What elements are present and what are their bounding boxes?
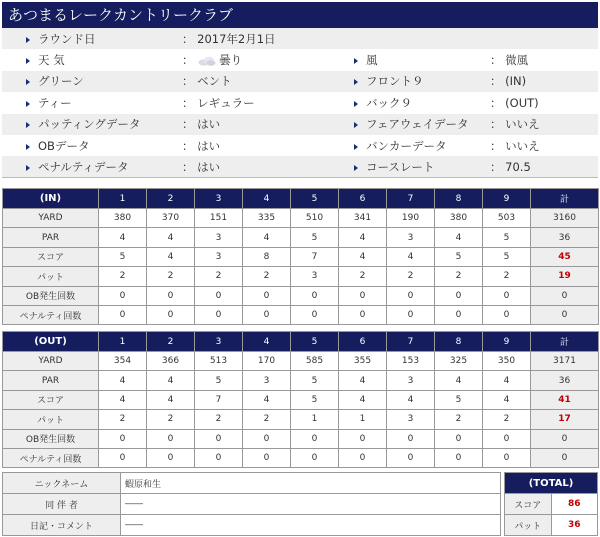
info-value-2: ： (OUT) [490,92,598,113]
info-label-2: バンカーデータ [366,135,490,156]
hole-cell: 2 [99,267,147,286]
hole-cell: 151 [195,209,243,228]
hole-cell: 3 [195,247,243,266]
info-label-2: フェアウェイデータ [366,114,490,135]
hole-cell: 5 [99,247,147,266]
hole-cell: 2 [435,410,483,429]
table-row [3,286,599,305]
hole-cell: 2 [147,410,195,429]
row-total: 17 [531,410,599,429]
hole-cell: 4 [339,247,387,266]
hole-cell: 0 [99,305,147,324]
hole-cell: 0 [483,305,531,324]
hole-number: 1 [99,189,147,209]
hole-cell: 5 [483,228,531,247]
hole-cell: 0 [483,448,531,467]
hole-cell: 380 [435,209,483,228]
diary-label: 日記・コメント [3,515,121,536]
hole-cell: 0 [387,305,435,324]
hole-cell: 4 [483,390,531,409]
arrow-icon [2,114,38,135]
info-label: ラウンド日 [38,28,182,49]
hole-number: 4 [243,332,291,352]
table-row [3,228,599,247]
info-value-2: ： 微風 [490,49,598,70]
hole-cell: 0 [291,448,339,467]
row-label: YARD [3,209,99,228]
info-row [2,92,598,113]
hole-cell: 2 [483,410,531,429]
hole-cell: 2 [435,267,483,286]
table-row [3,448,599,467]
hole-cell: 0 [99,286,147,305]
hole-cell: 335 [243,209,291,228]
hole-cell: 354 [99,352,147,371]
row-total: 45 [531,247,599,266]
info-label-2 [366,28,490,49]
total-score-value: 86 [551,494,598,515]
hole-cell: 3 [291,267,339,286]
hole-cell: 1 [339,410,387,429]
round-info-table [2,28,598,178]
hole-cell: 0 [195,286,243,305]
arrow-icon [348,71,366,92]
hole-number: 7 [387,332,435,352]
hole-number: 2 [147,332,195,352]
row-total: 0 [531,305,599,324]
hole-cell: 4 [99,228,147,247]
hole-cell: 0 [291,429,339,448]
hole-cell: 2 [483,267,531,286]
hole-cell: 0 [243,448,291,467]
hole-cell: 153 [387,352,435,371]
info-row [2,156,598,177]
hole-number: 4 [243,189,291,209]
info-value-2: ： (IN) [490,71,598,92]
table-row [3,410,599,429]
info-label-2: フロント９ [366,71,490,92]
hole-cell: 4 [483,371,531,390]
hole-cell: 0 [387,286,435,305]
hole-cell: 5 [483,247,531,266]
row-total: 0 [531,448,599,467]
info-value: ： 2017年2月1日 [182,28,348,49]
hole-cell: 2 [243,267,291,286]
hole-cell: 0 [435,448,483,467]
row-label: PAR [3,371,99,390]
hole-cell: 4 [147,247,195,266]
hole-cell: 7 [195,390,243,409]
hole-cell: 0 [483,429,531,448]
total-putt-value: 36 [551,515,598,536]
info-label-2: バック９ [366,92,490,113]
hole-cell: 585 [291,352,339,371]
table-row [3,305,599,324]
row-label: ペナルティ回数 [3,448,99,467]
info-value: ： ベント [182,71,348,92]
info-label: パッティングデータ [38,114,182,135]
hole-cell: 0 [387,448,435,467]
row-label: YARD [3,352,99,371]
info-label-2: コースレート [366,156,490,177]
info-value-2: ： いいえ [490,114,598,135]
hole-number: 6 [339,332,387,352]
hole-cell: 3 [387,371,435,390]
total-score-label: スコア [505,494,552,515]
hole-cell: 0 [99,429,147,448]
nine-name: (IN) [3,189,99,209]
hole-cell: 2 [195,410,243,429]
hole-number: 8 [435,189,483,209]
nine-name: (OUT) [3,332,99,352]
table-row [3,267,599,286]
row-total: 0 [531,429,599,448]
table-row [3,247,599,266]
hole-cell: 0 [339,286,387,305]
info-row [2,114,598,135]
hole-cell: 3 [195,228,243,247]
hole-cell: 2 [99,410,147,429]
total-header: (TOTAL) [505,473,598,494]
hole-cell: 0 [147,429,195,448]
hole-cell: 4 [147,228,195,247]
cloud-icon [197,56,217,66]
info-value-2: ： いいえ [490,135,598,156]
info-label-2: 風 [366,49,490,70]
hole-cell: 4 [387,247,435,266]
hole-cell: 366 [147,352,195,371]
hole-cell: 0 [195,305,243,324]
hole-cell: 3 [387,410,435,429]
info-label: ティー [38,92,182,113]
row-total: 36 [531,371,599,390]
hole-cell: 510 [291,209,339,228]
info-label: OBデータ [38,135,182,156]
hole-number: 5 [291,332,339,352]
arrow-icon [348,135,366,156]
table-row [3,352,599,371]
hole-cell: 0 [483,286,531,305]
out-scorecard-table [2,331,599,468]
hole-cell: 341 [339,209,387,228]
hole-cell: 0 [195,448,243,467]
hole-number: 計 [531,332,599,352]
hole-cell: 8 [243,247,291,266]
arrow-icon [2,92,38,113]
hole-cell: 2 [339,267,387,286]
hole-cell: 5 [291,390,339,409]
hole-cell: 4 [243,390,291,409]
hole-number: 9 [483,189,531,209]
arrow-icon [2,135,38,156]
row-total: 3171 [531,352,599,371]
info-label: グリーン [38,71,182,92]
hole-number: 計 [531,189,599,209]
hole-number: 3 [195,189,243,209]
row-label: ペナルティ回数 [3,305,99,324]
row-label: OB発生回数 [3,286,99,305]
hole-cell: 0 [147,448,195,467]
hole-cell: 4 [99,371,147,390]
hole-cell: 4 [387,390,435,409]
hole-cell: 0 [243,286,291,305]
row-total: 19 [531,267,599,286]
row-total: 0 [531,286,599,305]
arrow-icon [2,28,38,49]
hole-number: 5 [291,189,339,209]
info-row [2,135,598,156]
hole-cell: 4 [339,371,387,390]
hole-cell: 2 [387,267,435,286]
hole-cell: 380 [99,209,147,228]
info-value: ： はい [182,114,348,135]
info-value: ： 曇り [182,49,348,70]
hole-cell: 0 [339,448,387,467]
hole-cell: 0 [339,429,387,448]
row-label: PAR [3,228,99,247]
hole-number: 7 [387,189,435,209]
info-value-2 [490,28,598,49]
hole-cell: 0 [339,305,387,324]
hole-cell: 5 [291,371,339,390]
arrow-icon [348,156,366,177]
hole-cell: 0 [435,286,483,305]
hole-cell: 4 [339,390,387,409]
hole-cell: 0 [291,286,339,305]
row-label: スコア [3,390,99,409]
hole-cell: 0 [291,305,339,324]
table-row [3,371,599,390]
hole-cell: 3 [243,371,291,390]
hole-cell: 4 [435,228,483,247]
empty-cell [348,28,366,49]
info-row [2,49,598,70]
hole-cell: 0 [147,305,195,324]
hole-cell: 4 [147,390,195,409]
hole-number: 1 [99,332,147,352]
hole-cell: 0 [99,448,147,467]
hole-cell: 5 [435,247,483,266]
arrow-icon [2,156,38,177]
round-footer-table [2,472,598,536]
hole-number: 3 [195,332,243,352]
row-label: OB発生回数 [3,429,99,448]
hole-cell: 5 [195,371,243,390]
hole-cell: 4 [435,371,483,390]
info-label: 天 気 [38,49,182,70]
hole-cell: 0 [147,286,195,305]
total-putt-label: パット [505,515,552,536]
in-scorecard-table [2,188,599,325]
hole-cell: 0 [435,305,483,324]
arrow-icon [348,114,366,135]
info-row [2,71,598,92]
hole-cell: 7 [291,247,339,266]
hole-cell: 0 [243,305,291,324]
hole-cell: 190 [387,209,435,228]
info-value: ： はい [182,156,348,177]
hole-number: 8 [435,332,483,352]
hole-cell: 350 [483,352,531,371]
hole-cell: 325 [435,352,483,371]
hole-cell: 3 [387,228,435,247]
arrow-icon [348,92,366,113]
hole-cell: 4 [243,228,291,247]
hole-cell: 370 [147,209,195,228]
arrow-icon [2,71,38,92]
companion-value: ―― [121,494,501,515]
row-total: 3160 [531,209,599,228]
companion-label: 同 伴 者 [3,494,121,515]
nickname-value: 蝦原和生 [121,473,501,494]
table-row [3,390,599,409]
arrow-icon [348,49,366,70]
hole-number: 9 [483,332,531,352]
hole-number: 2 [147,189,195,209]
hole-cell: 503 [483,209,531,228]
hole-cell: 0 [243,429,291,448]
row-label: パット [3,410,99,429]
arrow-icon [2,49,38,70]
hole-cell: 2 [147,267,195,286]
hole-cell: 2 [195,267,243,286]
hole-cell: 170 [243,352,291,371]
row-total: 36 [531,228,599,247]
row-label: スコア [3,247,99,266]
info-value-2: ： 70.5 [490,156,598,177]
diary-value: ―― [121,515,501,536]
row-total: 41 [531,390,599,409]
hole-cell: 0 [195,429,243,448]
info-row [2,28,598,49]
hole-cell: 4 [147,371,195,390]
hole-cell: 4 [99,390,147,409]
nickname-label: ニックネーム [3,473,121,494]
info-value: ： レギュラー [182,92,348,113]
info-label: ペナルティデータ [38,156,182,177]
hole-cell: 0 [435,429,483,448]
table-row [3,209,599,228]
row-label: パット [3,267,99,286]
info-value: ： はい [182,135,348,156]
table-row [3,429,599,448]
hole-cell: 0 [387,429,435,448]
hole-cell: 355 [339,352,387,371]
hole-cell: 2 [243,410,291,429]
course-title: あつまるレークカントリークラブ [2,2,598,28]
hole-cell: 5 [291,228,339,247]
hole-cell: 4 [339,228,387,247]
hole-cell: 1 [291,410,339,429]
hole-number: 6 [339,189,387,209]
hole-cell: 513 [195,352,243,371]
hole-cell: 5 [435,390,483,409]
